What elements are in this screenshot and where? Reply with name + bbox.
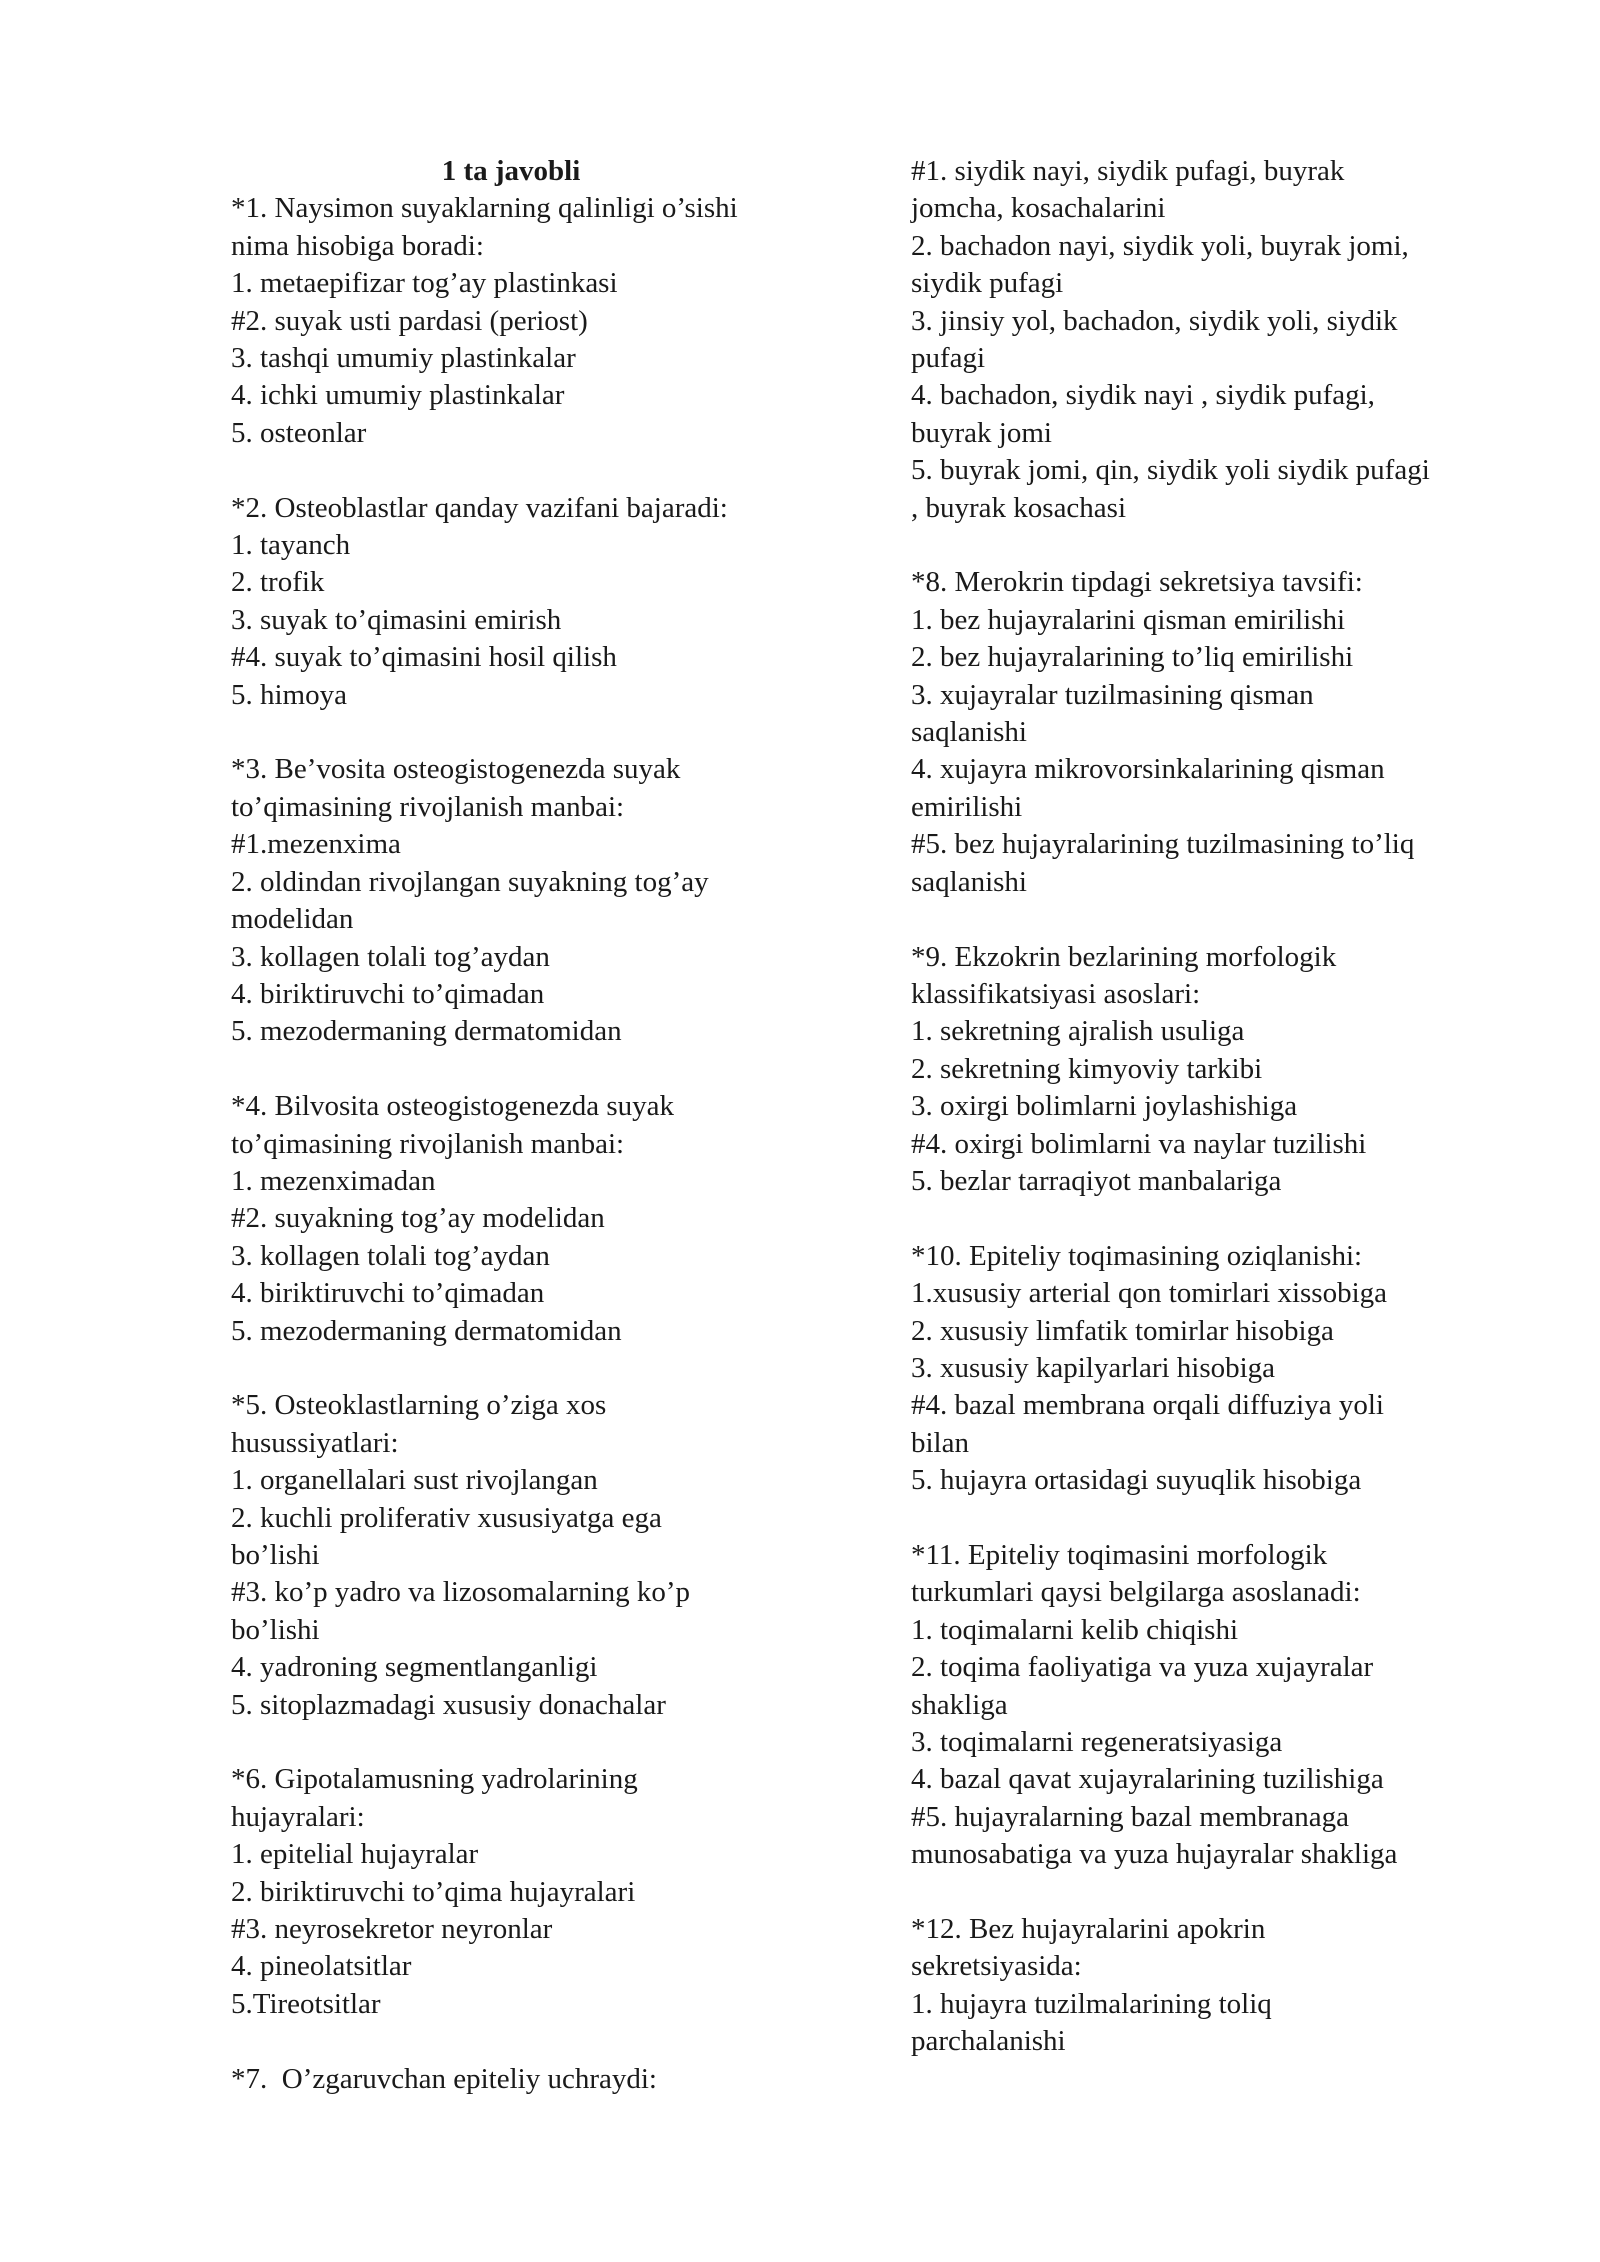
answer-option: 5. osteonlar [231,416,367,449]
answer-option: siydik pufagi [911,267,1064,300]
answer-option: #4. oxirgi bolimlarni va naylar tuzilishi [911,1127,1367,1160]
answer-option: klassifikatsiyasi asoslari: [911,977,1201,1010]
answer-option: 2. oldindan rivojlangan suyakning tog’ay [231,865,709,898]
answer-option: 4. pineolatsitlar [231,1950,412,1983]
answer-option: shakliga [911,1688,1008,1721]
answer-option: turkumlari qaysi belgilarga asoslanadi: [911,1576,1361,1609]
answer-option: saqlanishi [911,716,1027,749]
answer-option: 5. bezlar tarraqiyot manbalariga [911,1164,1282,1197]
question-text: *3. Be’vosita osteogistogenezda suyak [231,753,681,786]
answer-option: 3. jinsiy yol, bachadon, siydik yoli, siydik [911,304,1398,337]
answer-option: buyrak jomi [911,416,1052,449]
answer-option: 5. himoya [231,678,347,711]
answer-option: 3. kollagen tolali tog’aydan [231,940,550,973]
answer-option: 3. suyak to’qimasini emirish [231,603,562,636]
question-block [911,153,1511,527]
question-text: *1. Naysimon suyaklarning qalinligi o’sishi [231,192,738,225]
answer-option: hujayralari: [231,1800,365,1833]
question-block [231,2061,881,2098]
answer-option: 4. xujayra mikrovorsinkalarining qisman [911,753,1385,786]
answer-option: 4. biriktiruvchi to’qimadan [231,1277,545,1310]
answer-option: 3. kollagen tolali tog’aydan [231,1239,550,1272]
answer-option: 5. mezodermaning dermatomidan [231,1314,622,1347]
answer-option: emirilishi [911,790,1023,823]
answer-option: 4. yadroning segmentlanganligi [231,1651,598,1684]
answer-option: parchalanishi [911,2025,1066,2058]
answer-option: 1. hujayra tuzilmalarining toliq [911,1987,1272,2020]
question-text: *5. Osteoklastlarning o’ziga xos [231,1389,607,1422]
question-block [231,1387,881,1724]
answer-option: #4. suyak to’qimasini hosil qilish [231,641,617,674]
answer-option: 1. sekretning ajralish usuliga [911,1015,1245,1048]
answer-option: 2. kuchli proliferativ xususiyatga ega [231,1501,662,1534]
question-block [231,1761,881,2023]
question-text: *9. Ekzokrin bezlarining morfologik [911,940,1337,973]
answer-option: 1. metaepifizar tog’ay plastinkasi [231,267,618,300]
answer-option: #4. bazal membrana orqali diffuziya yoli [911,1389,1384,1422]
left-column [231,153,881,2098]
question-text: *6. Gipotalamusning yadrolarining [231,1763,638,1796]
right-column [911,153,1511,2061]
question-text: *8. Merokrin tipdagi sekretsiya tavsifi: [911,566,1363,599]
answer-option: 3. toqimalarni regeneratsiyasiga [911,1726,1283,1758]
question-text: *2. Osteoblastlar qanday vazifani bajaradi: [231,491,728,524]
answer-option: 2. toqima faoliyatiga va yuza xujayralar [911,1651,1374,1684]
answer-option: #5. hujayralarning bazal membranaga [911,1800,1350,1833]
answer-option: 1. organellalari sust rivojlangan [231,1464,598,1497]
question-block [231,751,881,1050]
answer-option: 2. bez hujayralarining to’liq emirilishi [911,641,1354,674]
answer-option: saqlanishi [911,865,1027,898]
answer-option: #1. siydik nayi, siydik pufagi, buyrak [911,155,1345,187]
answer-option: 1.xususiy arterial qon tomirlari xissobiga [911,1277,1388,1310]
answer-option: bo’lishi [231,1538,320,1571]
page-title: 1 ta javobli [441,155,581,187]
answer-option: 3. xujayralar tuzilmasining qisman [911,678,1314,711]
answer-option: 4. biriktiruvchi to’qimadan [231,977,545,1010]
answer-option: 3. tashqi umumiy plastinkalar [231,342,576,375]
answer-option: 2. sekretning kimyoviy tarkibi [911,1052,1263,1085]
question-block [911,564,1511,901]
answer-option: jomcha, kosachalarini [911,192,1166,225]
answer-option: 5.Tireotsitlar [231,1987,381,2020]
answer-option: bilan [911,1426,969,1459]
question-text: *11. Epiteliy toqimasini morfologik [911,1538,1328,1571]
answer-option: to’qimasining rivojlanish manbai: [231,790,625,823]
answer-option: modelidan [231,903,354,936]
answer-option: 5. buyrak jomi, qin, siydik yoli siydik pufagi [911,454,1430,487]
answer-option: #2. suyak usti pardasi (periost) [231,304,588,337]
answer-option: pufagi [911,342,986,375]
answer-option: 5. sitoplazmadagi xususiy donachalar [231,1688,666,1721]
answer-option: #5. bez hujayralarining tuzilmasining to’liq [911,828,1415,861]
answer-option: 4. bazal qavat xujayralarining tuzilishiga [911,1763,1384,1796]
answer-option: 1. tayanch [231,529,351,562]
answer-option: 2. bachadon nayi, siydik yoli, buyrak jomi, [911,229,1409,262]
answer-option: nima hisobiga boradi: [231,229,484,262]
question-block [231,1088,881,1350]
question-text: *7. O’zgaruvchan epiteliy uchraydi: [231,2062,657,2095]
answer-option: #2. suyakning tog’ay modelidan [231,1202,605,1235]
question-block [911,939,1511,1201]
answer-option: 1. mezenximadan [231,1164,436,1197]
question-block [231,490,881,714]
answer-option: 1. toqimalarni kelib chiqishi [911,1613,1239,1646]
right-question-list [911,153,1511,2061]
answer-option: , buyrak kosachasi [911,491,1127,524]
answer-option: 3. oxirgi bolimlarni joylashishiga [911,1090,1298,1123]
answer-option: to’qimasining rivojlanish manbai: [231,1127,625,1160]
answer-option: 2. xususiy limfatik tomirlar hisobiga [911,1314,1334,1347]
answer-option: 5. mezodermaning dermatomidan [231,1015,622,1048]
answer-option: munosabatiga va yuza hujayralar shakliga [911,1838,1398,1871]
question-block [911,1238,1511,1500]
answer-option: 2. biriktiruvchi to’qima hujayralari [231,1875,636,1908]
question-block [911,1911,1511,2061]
question-block [911,1537,1511,1874]
answer-option: 1. epitelial hujayralar [231,1838,479,1871]
left-question-list [231,190,881,2098]
answer-option: 4. ichki umumiy plastinkalar [231,379,565,412]
answer-option: 3. xususiy kapilyarlari hisobiga [911,1351,1276,1384]
answer-option: 5. hujayra ortasidagi suyuqlik hisobiga [911,1464,1362,1497]
answer-option: sekretsiyasida: [911,1950,1082,1983]
question-text: *12. Bez hujayralarini apokrin [911,1913,1266,1946]
question-block [231,190,881,452]
answer-option: #1.mezenxima [231,828,401,861]
answer-option: bo’lishi [231,1613,320,1646]
answer-option: #3. ko’p yadro va lizosomalarning ko’p [231,1576,691,1609]
answer-option: husussiyatlari: [231,1426,399,1459]
question-text: *10. Epiteliy toqimasining oziqlanishi: [911,1239,1363,1272]
answer-option: 1. bez hujayralarini qisman emirilishi [911,603,1346,636]
answer-option: 2. trofik [231,566,325,599]
answer-option: 4. bachadon, siydik nayi , siydik pufagi, [911,379,1375,412]
question-text: *4. Bilvosita osteogistogenezda suyak [231,1090,674,1123]
answer-option: #3. neyrosekretor neyronlar [231,1913,553,1946]
